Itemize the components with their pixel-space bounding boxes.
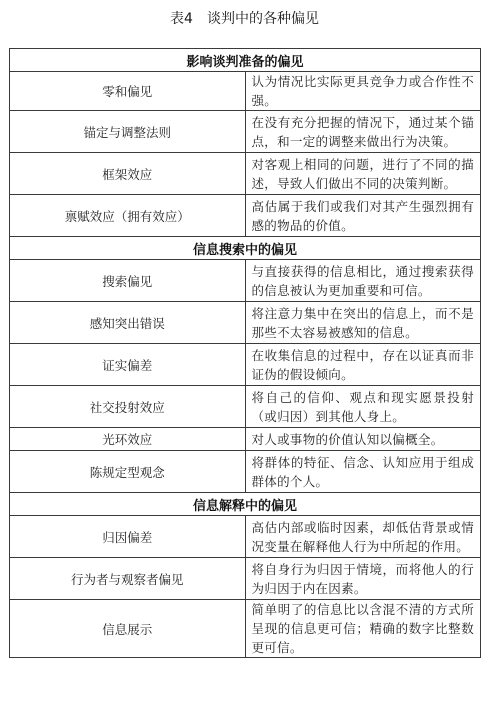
bias-term: 零和偏见 (10, 72, 246, 111)
table-row (10, 111, 481, 153)
bias-term: 社交投射效应 (10, 386, 246, 428)
bias-description: 简单明了的信息比以含混不清的方式所呈现的信息更可信；精确的数字比整数更可信。 (245, 600, 481, 658)
table-row (10, 195, 481, 237)
bias-description: 将群体的特征、信念、认知应用于组成群体的个人。 (245, 451, 481, 493)
bias-description: 在没有充分把握的情况下，通过某个锚点，和一定的调整来做出行为决策。 (245, 111, 481, 153)
bias-description: 在收集信息的过程中，存在以证真而非证伪的假设倾向。 (245, 344, 481, 386)
table-row (10, 386, 481, 428)
section-header-row (10, 237, 481, 260)
section-title: 信息搜索中的偏见 (10, 237, 481, 260)
table-row (10, 428, 481, 451)
table-row (10, 451, 481, 493)
bias-table (9, 48, 481, 658)
table-row (10, 516, 481, 558)
table-caption: 表4 谈判中的各种偏见 (170, 11, 319, 27)
table-row (10, 260, 481, 302)
bias-term: 陈规定型观念 (10, 451, 246, 493)
bias-term: 信息展示 (10, 600, 246, 658)
bias-description: 高估属于我们或我们对其产生强烈拥有感的物品的价值。 (245, 195, 481, 237)
bias-description: 将自身行为归因于情境，而将他人的行为归因于内在因素。 (245, 558, 481, 600)
section-header-row (10, 49, 481, 72)
bias-description: 将注意力集中在突出的信息上，而不是那些不太容易被感知的信息。 (245, 302, 481, 344)
bias-description: 与直接获得的信息相比，通过搜索获得的信息被认为更加重要和可信。 (245, 260, 481, 302)
bias-description: 对人或事物的价值认知以偏概全。 (245, 428, 481, 451)
table-row (10, 72, 481, 111)
table-row (10, 600, 481, 658)
bias-description: 将自己的信仰、观点和现实愿景投射（或归因）到其他人身上。 (245, 386, 481, 428)
table-row (10, 558, 481, 600)
bias-description: 对客观上相同的问题，进行了不同的描述，导致人们做出不同的决策判断。 (245, 153, 481, 195)
bias-term: 证实偏差 (10, 344, 246, 386)
table-row (10, 153, 481, 195)
bias-term: 搜索偏见 (10, 260, 246, 302)
bias-term: 行为者与观察者偏见 (10, 558, 246, 600)
table-row (10, 302, 481, 344)
section-title: 信息解释中的偏见 (10, 493, 481, 516)
bias-term: 光环效应 (10, 428, 246, 451)
section-header-row (10, 493, 481, 516)
bias-description: 认为情况比实际更具竞争力或合作性不强。 (245, 72, 481, 111)
bias-term: 框架效应 (10, 153, 246, 195)
bias-term: 禀赋效应（拥有效应） (10, 195, 246, 237)
bias-description: 高估内部或临时因素，却低估背景或情况变量在解释他人行为中所起的作用。 (245, 516, 481, 558)
bias-term: 锚定与调整法则 (10, 111, 246, 153)
bias-term: 归因偏差 (10, 516, 246, 558)
table-row (10, 344, 481, 386)
section-title: 影响谈判准备的偏见 (10, 49, 481, 72)
bias-term: 感知突出错误 (10, 302, 246, 344)
